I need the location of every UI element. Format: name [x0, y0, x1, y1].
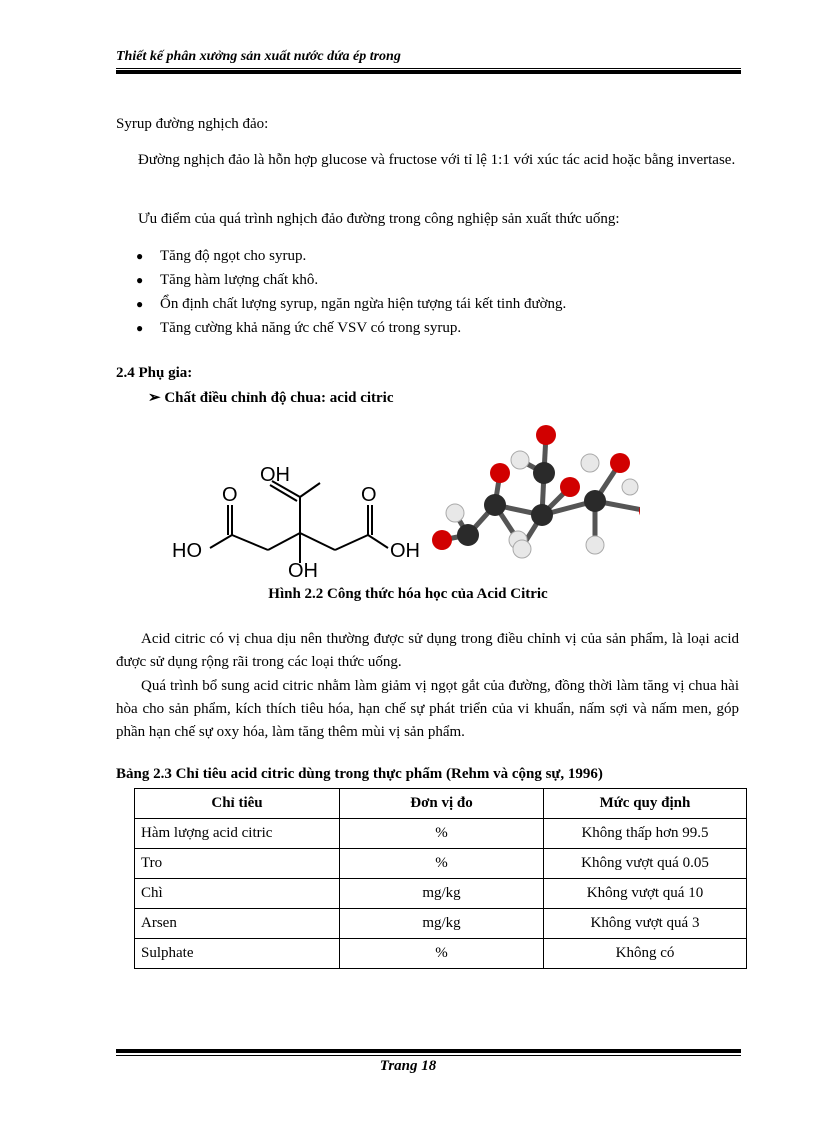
list-item-text: Tăng hàm lượng chất khô.: [160, 272, 319, 288]
table-caption: Bảng 2.3 Chỉ tiêu acid citric dùng trong thực phẩm (Rehm và cộng sự, 1996): [116, 766, 603, 782]
list-item: [136, 292, 566, 316]
hydrogen-atom: [581, 454, 599, 472]
table-row: [135, 849, 747, 879]
oxygen-atom: [490, 463, 510, 483]
table-cell: mg/kg: [340, 909, 544, 939]
bullet-icon: ●: [136, 321, 144, 335]
bullet-icon: ●: [136, 249, 144, 263]
hydrogen-atom: [513, 540, 531, 558]
label-o-right: O: [361, 484, 377, 506]
table-row: [135, 819, 747, 849]
list-item-text: Tăng cường khả năng ức chế VSV có trong syrup.: [160, 320, 462, 336]
table-cell: mg/kg: [340, 879, 544, 909]
acid-citric-standards-table: [134, 788, 747, 969]
oxygen-atom: [536, 425, 556, 445]
advantages-list: [136, 244, 566, 340]
table-header-row: [135, 789, 747, 819]
section-title: 2.4 Phụ gia:: [116, 365, 193, 381]
table-cell: %: [340, 819, 544, 849]
carbon-atom: [533, 462, 555, 484]
footer-rule-thin: [116, 1055, 741, 1056]
body-paragraph-1: Acid citric có vị chua dịu nên thường được sử dụng trong điều chỉnh vị của sản phẩm, là loại acid được sử dụng rộng rãi trong các loại thức uống.: [116, 631, 739, 670]
page-number: Trang 18: [379, 1058, 437, 1074]
advantages-intro: Ưu điểm của quá trình nghịch đảo đường trong công nghiệp sản xuất thức uống:: [138, 211, 620, 227]
table-cell: Không vượt quá 10: [544, 879, 747, 909]
list-item: [136, 316, 566, 340]
figure-caption: Hình 2.2 Công thức hóa học của Acid Citric: [268, 586, 548, 602]
carbon-atom: [584, 490, 606, 512]
list-item: [136, 268, 566, 292]
hydrogen-atom: [622, 479, 638, 495]
oxygen-atom: [560, 477, 580, 497]
table-row: [135, 909, 747, 939]
syrup-paragraph: Đường nghịch đảo là hỗn hợp glucose và fructose với tỉ lệ 1:1 với xúc tác acid hoặc bằng invertase.: [138, 152, 736, 168]
table-cell: Không có: [544, 939, 747, 969]
hydrogen-atom: [511, 451, 529, 469]
oxygen-atom: [610, 453, 630, 473]
carbon-atom: [484, 494, 506, 516]
carbon-atom: [457, 524, 479, 546]
body-paragraph-2: Quá trình bổ sung acid citric nhằm làm giảm vị ngọt gắt của đường, đồng thời làm tăng vị chua hài hòa cho sản phẩm, kích thích tiêu hóa, hạn chế sự phát triển của vi khuẩn, nấm sợi và nấm men, góp phần hạn chế sự oxy hóa, làm tăng thêm mùi vị sản phẩm.: [116, 678, 739, 740]
hydrogen-atom: [446, 504, 464, 522]
subsection-title: [148, 388, 394, 407]
citric-acid-figure: [170, 415, 640, 580]
label-ho-left: HO: [172, 540, 202, 562]
table-cell: Sulphate: [135, 939, 340, 969]
carbon-atom: [531, 504, 553, 526]
list-item: [136, 244, 566, 268]
bullet-icon: ●: [136, 297, 144, 311]
table-header-cell: Mức quy định: [544, 789, 747, 819]
table-header-cell: Chỉ tiêu: [135, 789, 340, 819]
oxygen-atom: [432, 530, 452, 550]
subsection-title-text: Chất điều chỉnh độ chua: acid citric: [164, 390, 394, 406]
oxygen-atom: [639, 502, 640, 520]
table-cell: Arsen: [135, 909, 340, 939]
footer-rule-thick: [116, 1049, 741, 1053]
document-header-title: Thiết kế phân xưởng sản xuất nước dứa ép trong: [116, 49, 401, 64]
label-oh-bottom: OH: [288, 560, 318, 580]
ball-and-stick-model: [432, 425, 640, 558]
bullet-icon: ●: [136, 273, 144, 287]
header-rule-thick: [116, 70, 741, 74]
table-row: [135, 879, 747, 909]
table-cell: %: [340, 849, 544, 879]
table-row: [135, 939, 747, 969]
label-oh-right: OH: [390, 540, 420, 562]
table-cell: Tro: [135, 849, 340, 879]
syrup-heading: Syrup đường nghịch đảo:: [116, 116, 269, 132]
table-cell: Không thấp hơn 99.5: [544, 819, 747, 849]
arrow-bullet-icon: ➢: [148, 390, 161, 406]
table-cell: Hàm lượng acid citric: [135, 819, 340, 849]
hydrogen-atom: [586, 536, 604, 554]
list-item-text: Ổn định chất lượng syrup, ngăn ngừa hiện tượng tái kết tinh đường.: [160, 296, 567, 312]
table-cell: Không vượt quá 3: [544, 909, 747, 939]
table-cell: Không vượt quá 0.05: [544, 849, 747, 879]
table-cell: %: [340, 939, 544, 969]
header-rule-thin: [116, 68, 741, 69]
table-cell: Chì: [135, 879, 340, 909]
label-oh-top: OH: [260, 464, 290, 486]
table-header-cell: Đơn vị đo: [340, 789, 544, 819]
list-item-text: Tăng độ ngọt cho syrup.: [160, 248, 307, 264]
label-o-left: O: [222, 484, 238, 506]
